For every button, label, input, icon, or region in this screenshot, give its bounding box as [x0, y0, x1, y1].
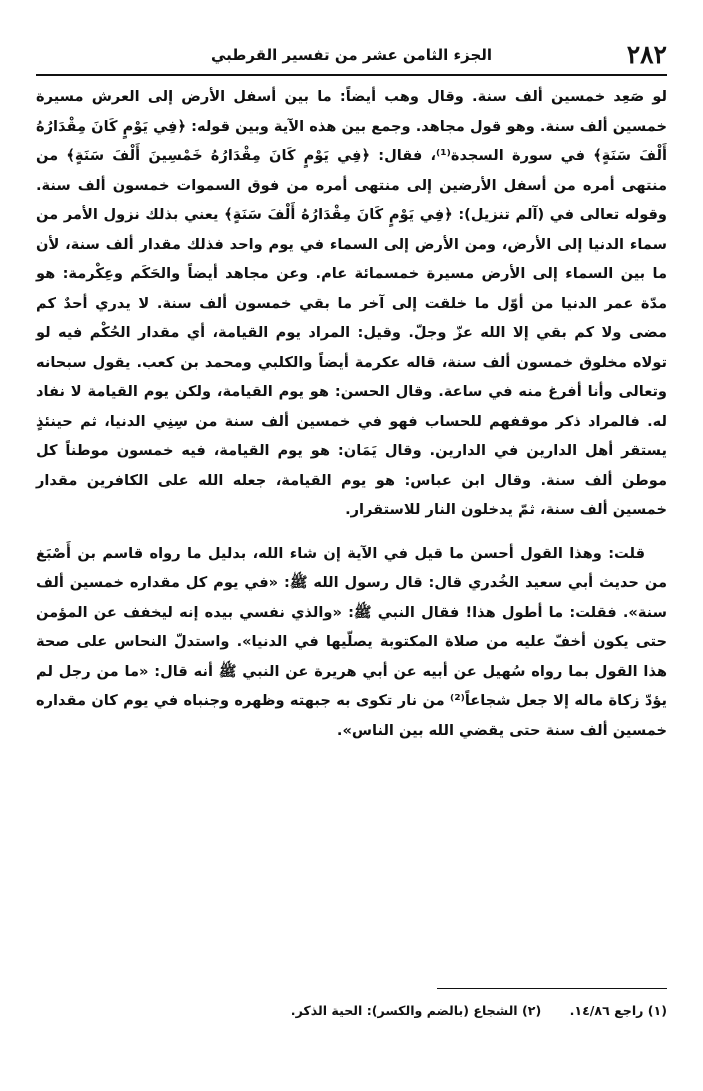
- paragraph-2: قلت: وهذا القول أحسن ما قيل في الآية إن شاء الله، بدليل ما رواه قاسم بن أَصْبَغ من حديث أبي سعيد الخُدري قال: قال رسول الله ﷺ: «في يوم كل مقداره خمسين ألف سنة». فقلت: ما أطول هذا! فقال النبي ﷺ: «والذي نفسي بيده إنه ليخفف عن المؤمن حتى يكون أخفّ عليه من صلاة المكتوبة يصلّيها في الدنيا». واستدلّ النحاس على صحة هذا القول بما رواه سُهيل عن أبيه عن أبي هريرة عن النبي ﷺ أنه قال: «ما من رجل لم يؤدّ زكاة ماله إلا جعل شجاعاً⁽²⁾ من نار تكوى به جبهته وظهره وجنباه في يوم كان مقداره خمسين ألف سنة حتى يقضي الله بين الناس».: [36, 544, 667, 739]
- page-number: ٢٨٢: [626, 40, 667, 69]
- footnote-rule: [437, 988, 667, 989]
- main-text: [36, 82, 667, 745]
- footnotes: [36, 998, 667, 1024]
- footnote-2: (٢) الشجاع (بالضم والكسر): الحية الذكر.: [290, 1003, 542, 1018]
- running-title: الجزء الثامن عشر من تفسير القرطبي: [210, 46, 493, 64]
- footnote-1: (١) راجع ١٤/٨٦.: [569, 1003, 667, 1018]
- paragraph-1: لو صَعِد خمسين ألف سنة. وقال وهب أيضاً: ما بين أسفل الأرض إلى العرش مسيرة خمسين ألف سنة. وهو قول مجاهد. وجمع بين هذه الآية وبين قوله: ﴿فِي يَوْمٍ كَانَ مِقْدَارُهُ أَلْفَ سَنَةٍ﴾ في سورة السجدة⁽¹⁾، فقال: ﴿فِي يَوْمٍ كَانَ مِقْدَارُهُ خَمْسِينَ أَلْفَ سَنَةٍ﴾ من منتهى أمره من أسفل الأرضين إلى منتهى أمره من فوق السموات خمسون ألف سنة. وقوله تعالى في (آلم تنزيل): ﴿فِي يَوْمٍ كَانَ مِقْدَارُهُ أَلْفَ سَنَةٍ﴾ يعني بذلك نزول الأمر من سماء الدنيا إلى الأرض، ومن الأرض إلى السماء في يوم واحد فذلك مقدار ألف سنة، لأن ما بين السماء إلى الأرض مسيرة خمسمائة عام. وعن مجاهد أيضاً والحَكَم وعِكْرمة: هو مدّة عمر الدنيا من أوّل ما خلقت إلى آخر ما بقي خمسون ألف سنة. لا يدري أحدٌ كم مضى ولا كم بقي إلا الله عزّ وجلّ. وقيل: المراد يوم القيامة، أي مقدار الحُكْم فيه لو تولاه مخلوق خمسون ألف سنة، قاله عكرمة أيضاً والكلبي ومحمد بن كعب. يقول سبحانه وتعالى وأنا أفرغ منه في ساعة. وقال الحسن: هو يوم القيامة، ولكن يوم القيامة لا نفاد له. فالمراد ذكر موقفهم للحساب فهو في خمسين ألف سنة من سِنِي الدنيا، ثم حينئذٍ يستقر أهل الدارين في الدارين. وقال يَمَان: هو يوم القيامة، فيه خمسون موطناً كل موطن ألف سنة. وقال ابن عباس: هو يوم القيامة، جعله الله على الكافرين مقدار خمسين ألف سنة، ثمّ يدخلون النار للاستقرار.: [36, 88, 667, 518]
- header-rule: [36, 74, 667, 76]
- page-header: [36, 38, 667, 72]
